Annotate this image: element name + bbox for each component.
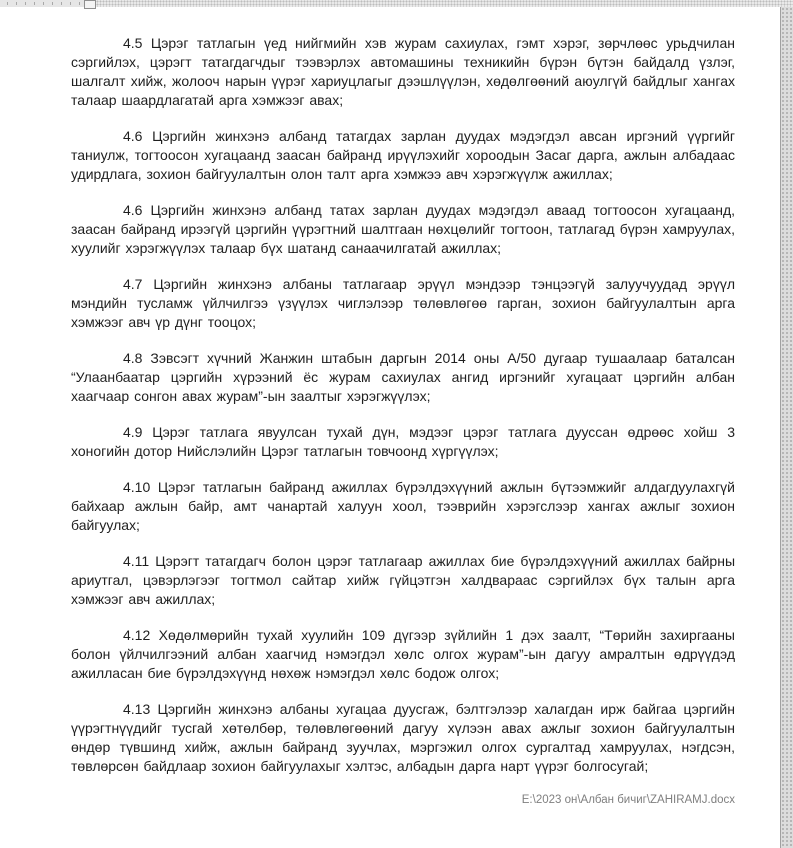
clause-text: Хөдөлмөрийн тухай хуулийн 109 дүгээр зүйлийн 1 дэх заалт, “Төрийн захиргааны болон үйлчилгээний албан хаагчид нэмэгдэл хөлс олгох журам”-ын дагуу амралтын өдрүүдэд ажилласан бие бүрэлдэхүүнд нөхөж нэмэгдэл хөлс бодож олгох;	[71, 627, 735, 681]
clause-text: Цэрэг татлагын үед нийгмийн хэв журам сахиулах, гэмт хэрэг, зөрчлөөс урьдчилан сэргийлэх, цэрэгт татагдагчдыг тээвэрлэх автомашины техникийн бүрэн бүтэн байдалд үзлэг, шалгалт хийж, жолооч нарын үүрэг хариуцлагыг дээшлүүлэн, хөдөлгөөний аюулгүй байдлыг хангах талаар шаардлагатай арга хэмжээг авах;	[71, 35, 735, 108]
paragraph	[71, 34, 735, 110]
paragraph	[71, 275, 735, 332]
tab-selector-box	[84, 0, 96, 9]
clause-number: 4.11	[123, 553, 150, 569]
clause-number: 4.9	[123, 424, 143, 440]
clause-text: Цэргийн жинхэнэ албанд татах зарлан дуудах мэдэгдэл аваад тогтоосон хугацаанд, заасан байранд ирээгүй цэргийн үүрэгтний шалтгаан нөхцөлийг тогтоон, татлагад бүрэн хамруулах, хуулийг хэрэгжүүлэх талаар бүх шатанд санаачилгатай ажиллах;	[71, 202, 736, 256]
paragraph	[71, 201, 735, 258]
ruler-edge	[0, 0, 84, 7]
clause-text: Цэргийн жинхэнэ албаны татлагаар эрүүл мэндээр тэнцээгүй залуучуудад эрүүл мэндийн тусламж үйлчилгээ үзүүлэх чиглэлээр төлөвлөгөө гарган, зохион байгуулалтын арга хэмжээг авч үр дүнг тооцох;	[71, 276, 735, 330]
clause-number: 4.5	[123, 35, 143, 51]
window-top-edge	[0, 0, 793, 7]
clause-number: 4.13	[123, 701, 151, 717]
clause-text: Цэрэгт татагдагч болон цэрэг татлагаар ажиллах бие бүрэлдэхүүний ажиллах байрны ариутгал, цэвэрлэгээг тогтмол сайтар хийж гүйцэтгэн халдвараас сэргийлэх бүх талын арга хэмжээг авч ажиллах;	[71, 553, 736, 607]
clause-text: Цэрэг татлагын байранд ажиллах бүрэлдэхүүний ажлын бүтээмжийг алдагдуулахгүй байхаар ажлын байр, амт чанартай халуун хоол, тээврийн хэрэгслээр хангах ажлыг зохион байгуулах;	[71, 479, 735, 533]
clause-text: Зэвсэгт хүчний Жанжин штабын даргын 2014 оны А/50 дугаар тушаалаар баталсан “Улаанбаатар цэргийн хүрээний ёс журам сахиулах ангид иргэнийг хугацаат цэргийн албан хаагчаар сонгон авах журам”-ын заалтыг хэрэгжүүлэх;	[71, 350, 735, 404]
clause-number: 4.8	[123, 350, 143, 366]
clause-text: Цэрэг татлага явуулсан тухай дүн, мэдээг цэрэг татлага дууссан өдрөөс хойш 3 хоногийн дотор Нийслэлийн Цэрэг татлагын товчоонд хүргүүлэх;	[71, 424, 736, 459]
paragraph	[71, 478, 735, 535]
clause-text: Цэргийн жинхэнэ албанд татагдах зарлан дуудах мэдэгдэл авсан иргэний үүргийг таниулж, тогтоосон хугацаанд заасан байранд ирүүлэхийг хороодын Засаг дарга, ажлын албадаас удирдлага, зохион байгуулалтын олон талт арга хэмжээ авч хэрэгжүүлж ажиллах;	[71, 128, 735, 182]
clause-number: 4.12	[123, 627, 151, 643]
vertical-scrollbar-track[interactable]	[780, 7, 793, 848]
paragraph	[71, 700, 735, 776]
document-page	[71, 34, 735, 807]
paragraph	[71, 349, 735, 406]
paragraph	[71, 127, 735, 184]
clause-number: 4.6	[123, 128, 143, 144]
clause-text: Цэргийн жинхэнэ албаны хугацаа дуусгаж, бэлтгэлээр халагдан ирж байгаа цэргийн үүрэгтнүүдийг тусгай хөтөлбөр, төлөвлөгөөний дагуу хүлээн авах ажлыг зохион байгуулалтын өндөр түвшинд хийж, ажлын байранд зуучлах, мэргэжил олгох сургалтад хамруулах, нэгдсэн, төвлөрсөн байдлаар зохион байгуулахыг хэлтэс, албадын дарга нарт үүрэг болгосугай;	[71, 701, 735, 774]
document-path-footer: E:\2023 он\Албан бичиг\ZAHIRAMJ.docx	[521, 794, 735, 806]
clause-number: 4.6	[123, 202, 143, 218]
paragraph	[71, 552, 735, 609]
paragraph	[71, 626, 735, 683]
clause-number: 4.10	[123, 479, 151, 495]
clause-number: 4.7	[123, 276, 143, 292]
paragraph-list	[71, 34, 735, 776]
paragraph	[71, 423, 735, 461]
